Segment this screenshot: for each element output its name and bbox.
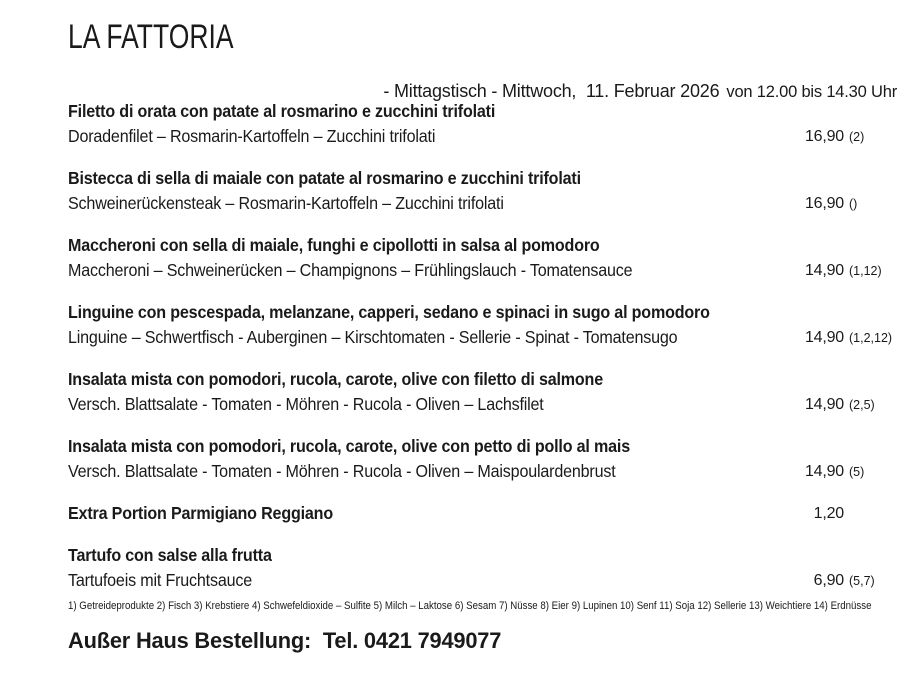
price	[768, 124, 864, 149]
dish-name-german: Schweinerückensteak – Rosmarin-Kartoffeln – Zucchini trifolati	[68, 193, 504, 213]
subtitle-hours: von 12.00 bis 14.30 Uhr	[726, 83, 897, 101]
dish-name-german: Versch. Blattsalate - Tomaten - Möhren - Rucola - Oliven – Maispoulardenbrust	[68, 461, 616, 481]
dish-name-italian: Extra Portion Parmigiano Reggiano	[68, 503, 333, 523]
menu-list	[68, 99, 897, 610]
price-value: 1,20	[813, 505, 844, 522]
price	[768, 191, 857, 216]
allergen-refs: (5,7)	[849, 574, 875, 588]
price	[768, 568, 875, 593]
allergen-refs: (2,5)	[849, 398, 875, 412]
price-value: 6,90	[813, 572, 844, 589]
price	[768, 325, 892, 350]
price-value: 14,90	[804, 262, 844, 279]
price-value: 14,90	[804, 463, 844, 480]
dish-name-italian: Insalata mista con pomodori, rucola, carote, olive con filetto di salmone	[68, 369, 603, 389]
dish-name-german: Linguine – Schwertfisch - Auberginen – Kirschtomaten - Sellerie - Spinat - Tomatensugo	[68, 327, 678, 347]
menu-item	[68, 300, 897, 350]
dish-name-italian: Maccheroni con sella di maiale, funghi e cipollotti in salsa al pomodoro	[68, 235, 600, 255]
subtitle-date: - Mittagstisch - Mittwoch, 11. Februar 2026	[383, 81, 720, 101]
price	[768, 392, 875, 417]
menu-item	[68, 233, 897, 283]
dish-name-italian: Bistecca di sella di maiale con patate al rosmarino e zucchini trifolati	[68, 168, 581, 188]
menu-item	[68, 99, 897, 149]
dish-name-italian: Filetto di orata con patate al rosmarino e zucchini trifolati	[68, 101, 496, 121]
allergen-refs: (1,2,12)	[849, 331, 893, 345]
allergen-refs: (1,12)	[849, 264, 882, 278]
menu-item	[68, 543, 897, 593]
menu-item	[68, 501, 897, 526]
allergen-refs: (5)	[849, 465, 865, 479]
price	[768, 459, 864, 484]
menu-item	[68, 367, 897, 417]
dish-name-italian: Tartufo con salse alla frutta	[68, 545, 272, 565]
price-value: 16,90	[804, 128, 844, 145]
takeaway-order-info: Außer Haus Bestellung: Tel. 0421 7949077	[68, 628, 502, 653]
price-value: 16,90	[804, 195, 844, 212]
price	[768, 258, 882, 283]
allergen-refs: (2)	[849, 130, 865, 144]
dish-name-german: Maccheroni – Schweinerücken – Champignons – Frühlingslauch - Tomatensauce	[68, 260, 633, 280]
dish-name-german: Tartufoeis mit Fruchtsauce	[68, 570, 253, 590]
allergen-legend: 1) Getreideprodukte 2) Fisch 3) Krebstiere 4) Schwefeldioxide – Sulfite 5) Milch – Laktose 6) Sesam 7) Nüsse 8) Eier 9) Lupinen 10) Senf 11) Soja 12) Sellerie 13) Weichtiere 14) Erdnüsse	[68, 600, 872, 612]
restaurant-title: LA FATTORIA	[68, 18, 234, 56]
menu-item	[68, 434, 897, 484]
dish-name-german: Versch. Blattsalate - Tomaten - Möhren - Rucola - Oliven – Lachsfilet	[68, 394, 544, 414]
dish-name-italian: Insalata mista con pomodori, rucola, carote, olive con petto di pollo al mais	[68, 436, 630, 456]
price	[768, 501, 849, 526]
menu-item	[68, 166, 897, 216]
dish-name-italian: Linguine con pescespada, melanzane, capperi, sedano e spinaci in sugo al pomodoro	[68, 302, 710, 322]
price-value: 14,90	[804, 329, 844, 346]
price-value: 14,90	[804, 396, 844, 413]
allergen-refs: ()	[849, 197, 858, 211]
dish-name-german: Doradenfilet – Rosmarin-Kartoffeln – Zucchini trifolati	[68, 126, 436, 146]
